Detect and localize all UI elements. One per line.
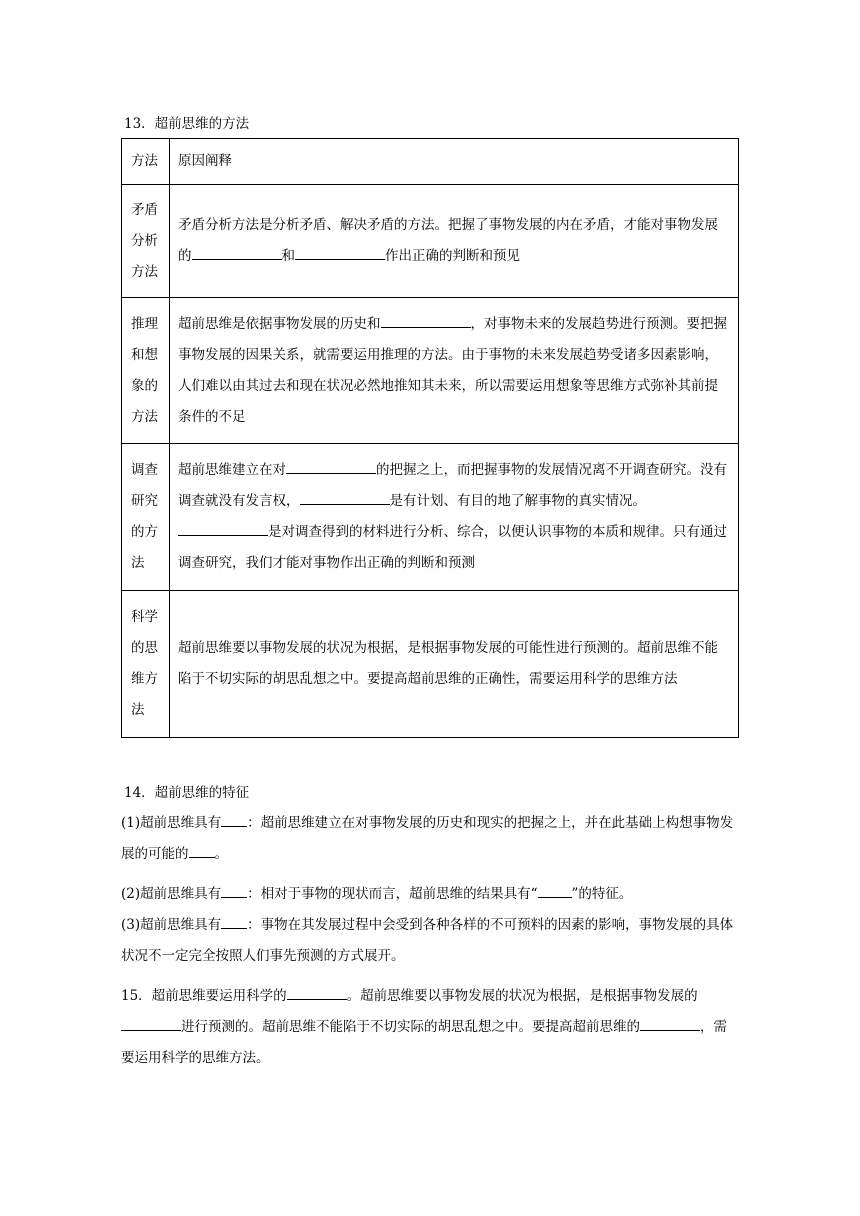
answer-blank[interactable]: [221, 883, 247, 898]
method-explanation: 超前思维要以事物发展的状况为根据，是根据事物发展的可能性进行预测的。超前思维不能陷于不切实际的胡思乱想之中。要提高超前思维的正确性，需要运用科学的思维方法: [170, 591, 739, 738]
answer-blank[interactable]: [286, 459, 376, 474]
table-row: [122, 444, 739, 591]
q14-item-2: (2)超前思维具有 ：相对于事物的现状而言，超前思维的结果具有“ ”的特征。: [121, 879, 739, 910]
answer-blank[interactable]: [300, 490, 390, 505]
method-explanation: 矛盾分析方法是分析矛盾、解决矛盾的方法。把握了事物发展的内在矛盾，才能对事物发展的 和 作出正确的判断和预见: [170, 185, 739, 298]
q14-item-1: (1)超前思维具有 ：超前思维建立在对事物发展的历史和现实的把握之上，并在此基础上构想事物发展的可能的 。: [121, 808, 739, 870]
question-15: 15．超前思维要运用科学的 。超前思维要以事物发展的状况为根据，是根据事物发展的进行预测的。超前思维不能陷于不切实际的胡思乱想之中。要提高超前思维的 ，需要运用科学的思维方法。: [121, 981, 739, 1074]
answer-blank[interactable]: [189, 843, 215, 858]
answer-blank[interactable]: [287, 985, 347, 1000]
header-method: 方法: [122, 139, 170, 185]
method-name: 推理和想象的方法: [122, 298, 170, 444]
answer-blank[interactable]: [192, 245, 282, 260]
answer-blank[interactable]: [221, 812, 247, 827]
answer-blank[interactable]: [178, 521, 268, 536]
answer-blank[interactable]: [221, 914, 247, 929]
method-explanation: 超前思维是依据事物发展的历史和 ，对事物未来的发展趋势进行预测。要把握事物发展的因果关系，就需要运用推理的方法。由于事物的未来发展趋势受诸多因素影响，人们难以由其过去和现在状况必然地推知其未来，所以需要运用想象等思维方式弥补其前提条件的不足: [170, 298, 739, 444]
table-row: [122, 185, 739, 298]
question-14-title: 14．超前思维的特征: [124, 785, 250, 801]
answer-blank[interactable]: [381, 313, 471, 328]
methods-table: [121, 138, 739, 738]
answer-blank[interactable]: [121, 1016, 181, 1031]
method-name: 调查研究的方法: [122, 444, 170, 591]
answer-blank[interactable]: [295, 245, 385, 260]
table-row: [122, 591, 739, 738]
answer-blank[interactable]: [640, 1016, 700, 1031]
answer-blank[interactable]: [538, 883, 572, 898]
method-explanation: 超前思维建立在对 的把握之上，而把握事物的发展情况离不开调查研究。没有调查就没有发言权， 是有计划、有目的地了解事物的真实情况。是对调查得到的材料进行分析、综合，以便认识事物的本质和规律。只有通过调查研究，我们才能对事物作出正确的判断和预测: [170, 444, 739, 591]
table-row: [122, 298, 739, 444]
q14-item-3: (3)超前思维具有 ：事物在其发展过程中会受到各种各样的不可预料的因素的影响，事物发展的具体状况不一定完全按照人们事先预测的方式展开。: [121, 910, 739, 972]
table-header-row: [122, 139, 739, 185]
method-name: 科学的思维方法: [122, 591, 170, 738]
header-explanation: 原因阐释: [170, 139, 739, 185]
method-name: 矛盾分析方法: [122, 185, 170, 298]
question-13-title: 13．超前思维的方法: [124, 116, 250, 132]
